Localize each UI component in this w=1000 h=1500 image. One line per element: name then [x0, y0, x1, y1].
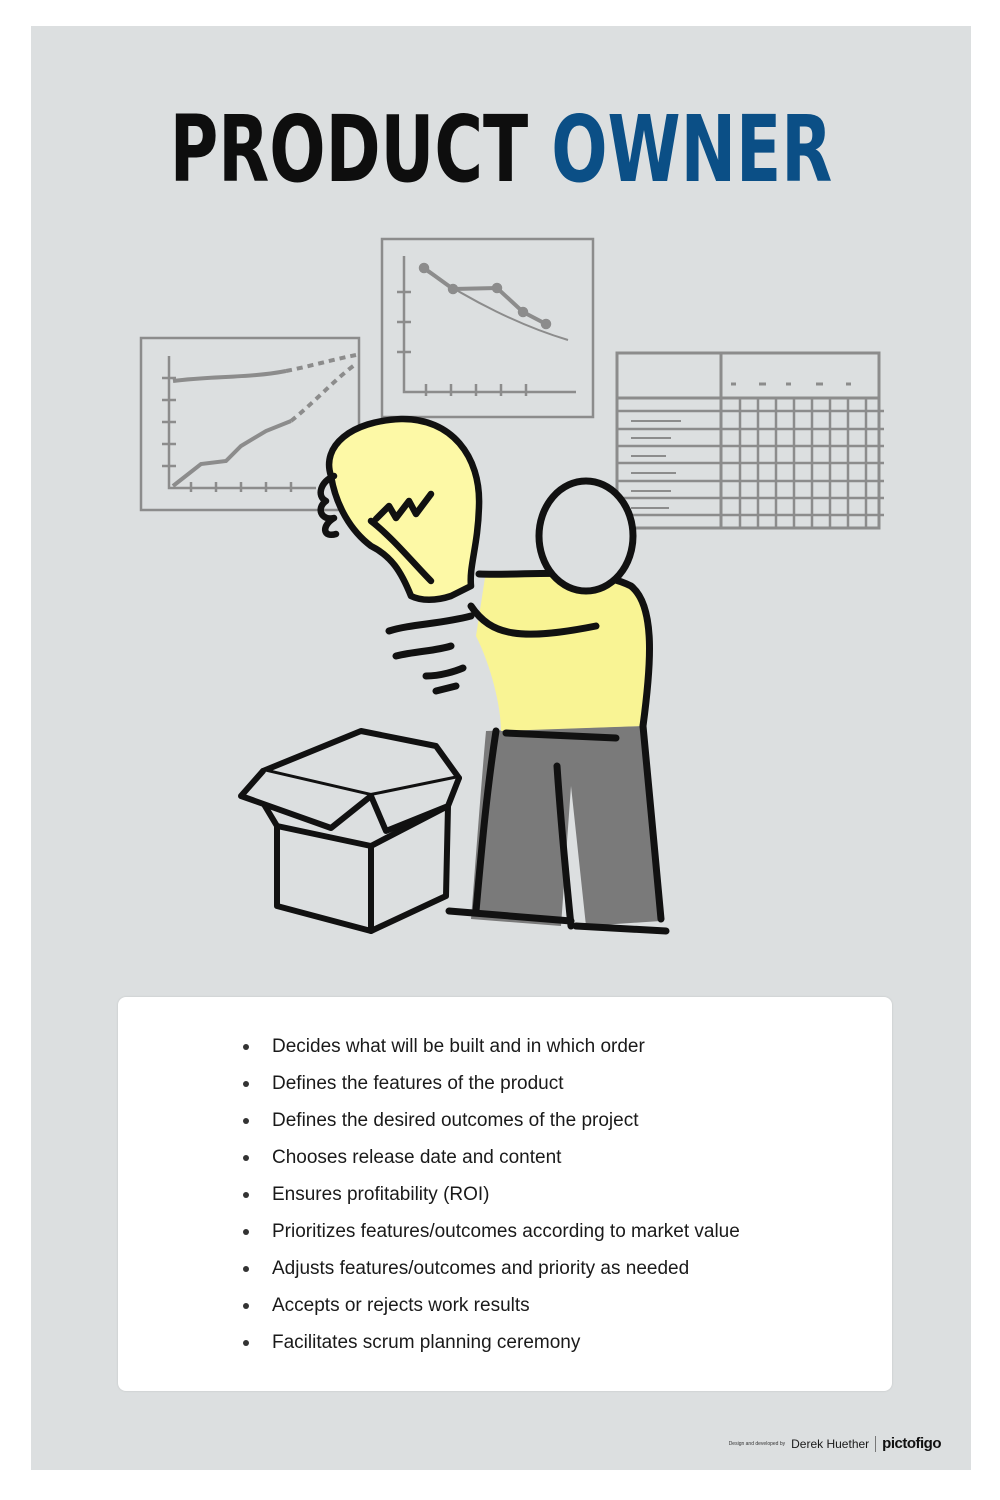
- open-box-sketch: [241, 731, 459, 931]
- bullet-icon: [243, 1081, 249, 1087]
- title-word-product: PRODUCT: [169, 96, 529, 203]
- bullet-icon: [243, 1155, 249, 1161]
- credit-divider: [875, 1436, 876, 1452]
- list-item-text: Accepts or rejects work results: [272, 1295, 530, 1316]
- list-item: [243, 1257, 740, 1294]
- bullet-icon: [243, 1266, 249, 1272]
- list-item-text: Decides what will be built and in which order: [272, 1036, 645, 1057]
- list-item: [243, 1109, 740, 1146]
- list-item: [243, 1331, 740, 1368]
- list-item: [243, 1220, 740, 1257]
- bullet-icon: [243, 1044, 249, 1050]
- product-owner-illustration: [31, 26, 971, 986]
- list-item: [243, 1183, 740, 1220]
- credits: [729, 1435, 941, 1452]
- bullet-icon: [243, 1303, 249, 1309]
- bullet-icon: [243, 1192, 249, 1198]
- list-item: [243, 1146, 740, 1183]
- bullet-icon: [243, 1229, 249, 1235]
- list-item-text: Defines the desired outcomes of the project: [272, 1110, 639, 1131]
- burndown-chart-sketch: [382, 239, 593, 417]
- credit-author: Derek Huether: [791, 1436, 870, 1451]
- list-item-text: Chooses release date and content: [272, 1147, 562, 1168]
- poster: [31, 26, 971, 1470]
- lightbulb-idea: [321, 419, 479, 600]
- list-item: [243, 1294, 740, 1331]
- backlog-table-sketch: [617, 353, 884, 528]
- title-word-owner: OWNER: [551, 96, 833, 203]
- credit-label: Design and developed by: [728, 1440, 786, 1447]
- responsibilities-card: [118, 997, 892, 1391]
- list-item-text: Defines the features of the product: [272, 1073, 564, 1094]
- list-item-text: Ensures profitability (ROI): [272, 1184, 490, 1205]
- bullet-icon: [243, 1340, 249, 1346]
- list-item: [243, 1035, 740, 1072]
- list-item: [243, 1072, 740, 1109]
- bullet-icon: [243, 1118, 249, 1124]
- responsibilities-list: [243, 1035, 740, 1368]
- list-item-text: Facilitates scrum planning ceremony: [272, 1332, 581, 1353]
- list-item-text: Adjusts features/outcomes and priority as needed: [272, 1258, 690, 1279]
- list-item-text: Prioritizes features/outcomes according to market value: [272, 1221, 740, 1242]
- brand-logo: pictofigo: [882, 1435, 941, 1452]
